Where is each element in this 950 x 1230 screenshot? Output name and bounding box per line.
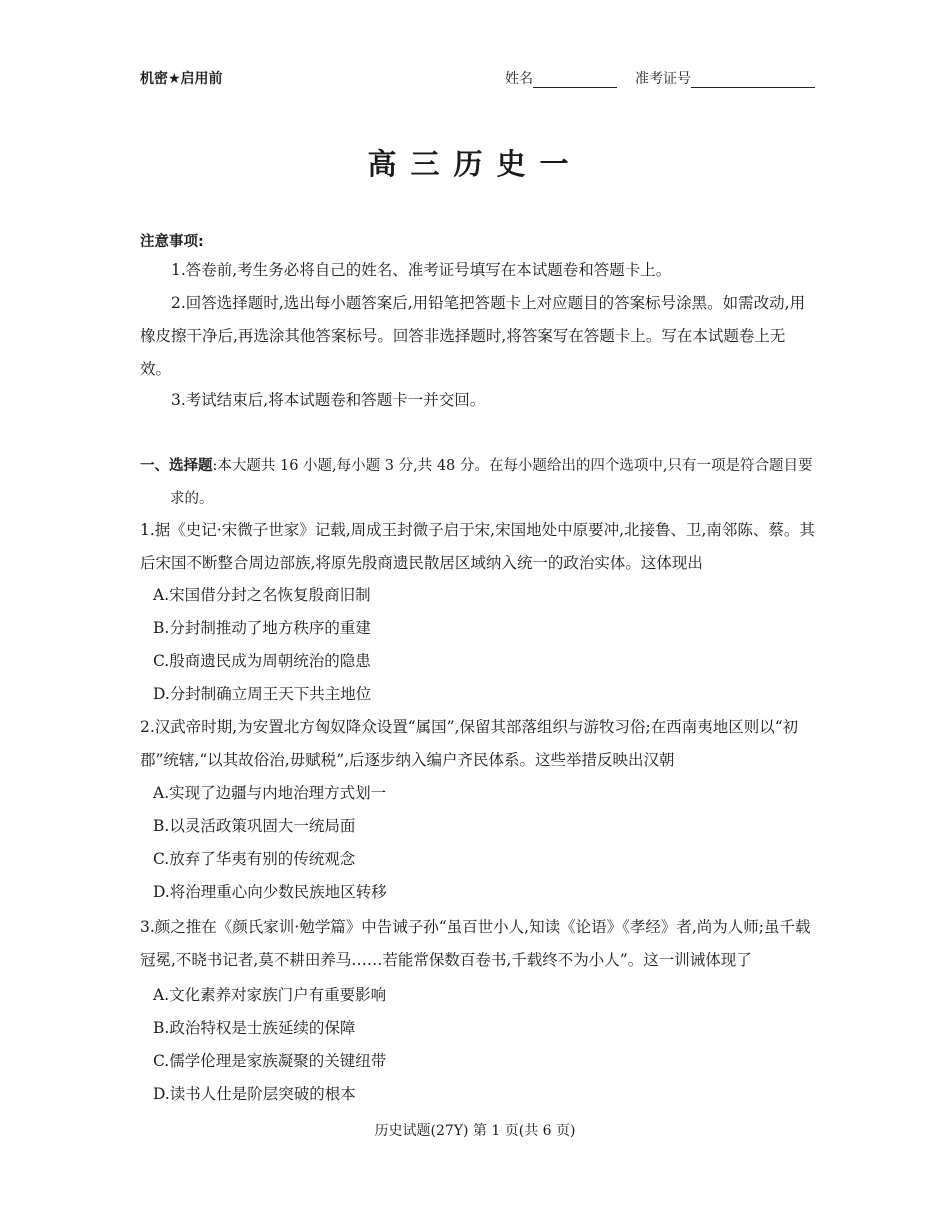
answer-option: D.将治理重心向少数民族地区转移 [153,883,387,901]
exam-title: 高三历史一 [367,147,583,181]
note-item: 3.考试结束后,将本试题卷和答题卡一并交回。 [171,391,486,409]
answer-option: B.政治特权是士族延续的保障 [153,1019,356,1037]
question-stem: 1.据《史记·宋微子世家》记载,周成王封微子启于宋,宋国地处中原要冲,北接鲁、卫,南邻陈、蔡。其后宋国不断整合周边部族,将原先殷商遗民散居区域纳入统一的政治实体。这体现出 [140,521,815,572]
name-label: 姓名 [505,71,533,87]
answer-option: A.宋国借分封之名恢复殷商旧制 [153,586,371,604]
answer-option: C.儒学伦理是家族凝聚的关键纽带 [153,1052,387,1070]
answer-option: B.以灵活政策巩固大一统局面 [153,817,356,835]
exam-id-field[interactable] [691,71,815,88]
answer-option: D.分封制确立周王天下共主地位 [153,685,372,703]
answer-option: B.分封制推动了地方秩序的重建 [153,619,371,637]
answer-option: A.文化素养对家族门户有重要影响 [153,986,387,1004]
section-instructions: :本大题共 16 小题,每小题 3 分,共 48 分。在每小题给出的四个选项中,只有一项是符合题目要求的。 [170,458,813,507]
answer-option: A.实现了边疆与内地治理方式划一 [153,784,387,802]
question-stem: 2.汉武帝时期,为安置北方匈奴降众设置“属国”,保留其部落组织与游牧习俗;在西南夷地区则以“初郡”统辖,“以其故俗治,毋赋税”,后逐步纳入编户齐民体系。这些举措反映出汉朝 [140,718,799,769]
section-heading [140,450,820,516]
page-footer: 历史试题(27Y) 第 1 页(共 6 页) [374,1123,576,1139]
section-label: 一、选择题 [140,458,213,474]
notes-heading: 注意事项: [140,234,204,250]
answer-option: C.放弃了华夷有别的传统观念 [153,850,356,868]
name-field[interactable] [533,71,617,88]
confidential-label: 机密★启用前 [140,71,223,87]
candidate-info [505,68,815,88]
answer-option: C.殷商遗民成为周朝统治的隐患 [153,652,371,670]
note-item: 2.回答选择题时,选出每小题答案后,用铅笔把答题卡上对应题目的答案标号涂黑。如需改动,用橡皮擦干净后,再选涂其他答案标号。回答非选择题时,将答案写在答题卡上。写在本试题卷上无效。 [140,294,806,378]
exam-id-label: 准考证号 [635,71,691,87]
question-stem: 3.颜之推在《颜氏家训·勉学篇》中告诫子孙“虽百世小人,知读《论语》《孝经》者,尚为人师;虽千载冠冕,不晓书记者,莫不耕田养马……若能常保数百卷书,千载终不为小人”。这一训诫体现了 [140,918,811,969]
note-item: 1.答卷前,考生务必将自己的姓名、准考证号填写在本试题卷和答题卡上。 [171,261,672,279]
answer-option: D.读书人仕是阶层突破的根本 [153,1085,356,1103]
